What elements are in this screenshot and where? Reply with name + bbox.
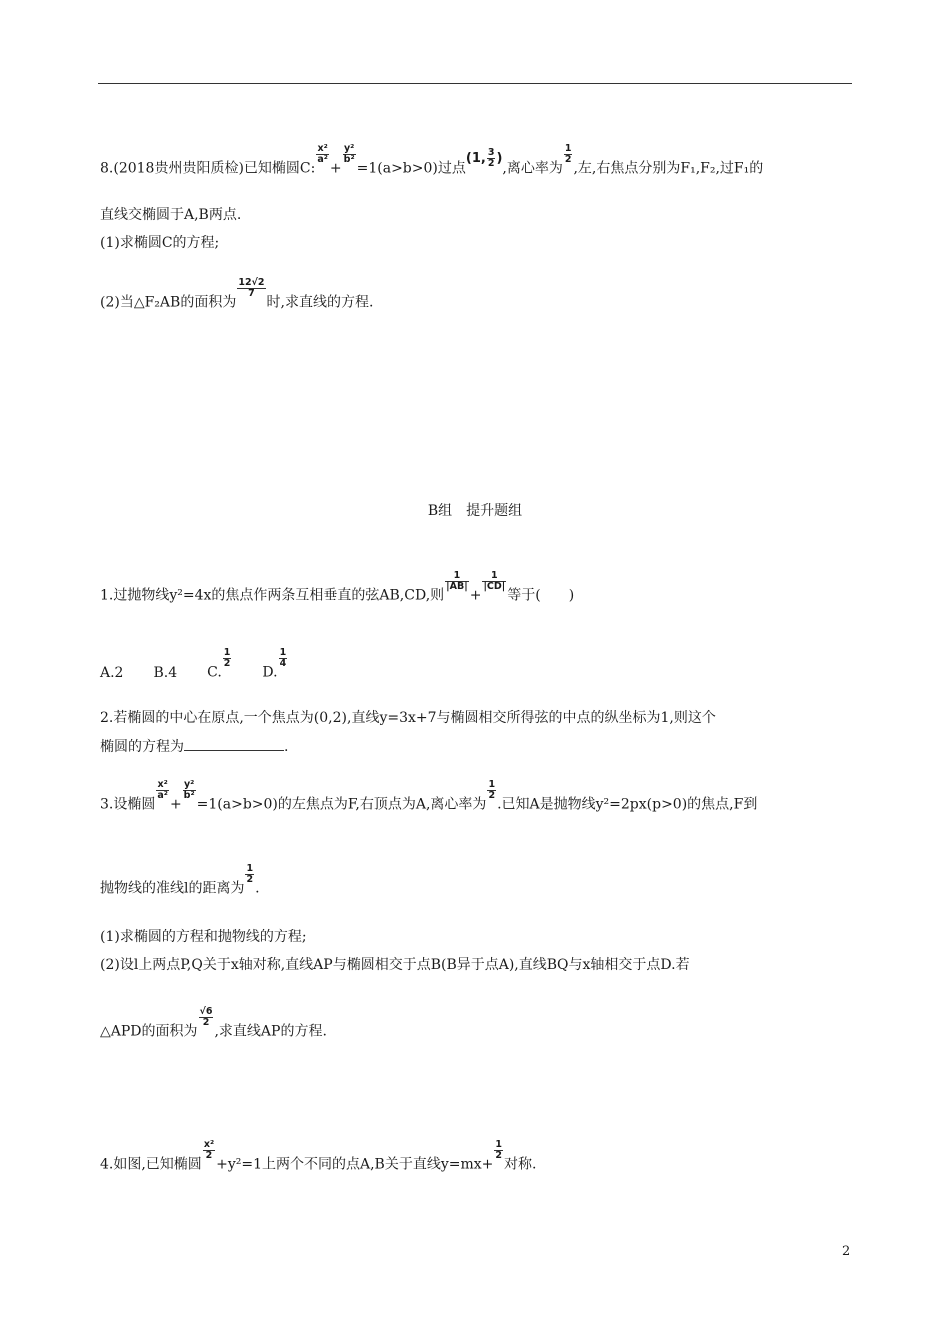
q3-dist: $\frac{1}{2}$ xyxy=(246,863,254,885)
q4-line: 4.如图,已知椭圆 $\frac{\text{x²}}{2}$ +y²=1上两个不同的点A,B关于直线y=mx+ $\frac{1}{2}$ 对称. xyxy=(100,1139,537,1173)
q1-options xyxy=(100,647,318,683)
q3-frac-x: $\frac{\text{x²}}{\text{a²}}$ xyxy=(157,779,168,801)
page-number: 2 xyxy=(842,1244,851,1259)
q3-area: $\frac{√6}{2}$ xyxy=(199,1006,213,1028)
q1-frac-ab: $\frac{1}{|AB|}$ xyxy=(446,570,468,592)
q3-line1: 3.设椭圆 $\frac{\text{x²}}{\text{a²}}$ + $\frac{\text{y²}}{\text{b²}}$ =1(a>b>0)的左焦点为F,右顶点为A,离心率为 $\frac{1}{2}$ .已知A是抛物线y²=2px(p>0)的焦点,F到 xyxy=(100,779,758,813)
q8-frac-x: $\frac{\text{x²}}{\text{a²}}$ xyxy=(317,143,328,165)
q1-option-c: C. $\frac{1}{2}$ xyxy=(207,647,231,681)
q8-frac-y: $\frac{\text{y²}}{\text{b²}}$ xyxy=(343,143,355,165)
section-title: B组 提升题组 xyxy=(427,503,523,519)
q2-answer-blank xyxy=(184,736,284,751)
q2-line2: 椭圆的方程为 . xyxy=(100,736,288,757)
q3-frac-y: $\frac{\text{y²}}{\text{b²}}$ xyxy=(183,779,195,801)
q8-prefix: 8.(2018贵州贵阳质检)已知椭圆C: xyxy=(100,160,316,177)
q8-ecc: $\frac{1}{2}$ xyxy=(564,143,572,165)
q8-point: (1, $\frac{3}{2}$ ) xyxy=(465,147,503,169)
q3-part2b: △APD的面积为 $\frac{√6}{2}$ ,求直线AP的方程. xyxy=(100,1006,327,1040)
q4-frac-x: $\frac{\text{x²}}{2}$ xyxy=(203,1139,215,1161)
q8-cond: =1(a>b>0)过点 xyxy=(356,160,466,177)
q3-line2: 抛物线的准线l的距离为 $\frac{1}{2}$ . xyxy=(100,863,260,897)
header-rule xyxy=(98,83,852,84)
q8-area-frac: $\frac{12√2}{7}$ xyxy=(238,277,265,299)
q1-option-a: A.2 xyxy=(100,664,124,681)
q8-line1: 8.(2018贵州贵阳质检)已知椭圆C: $\frac{\text{x²}}{\text{a²}}$ + $\frac{\text{y²}}{\text{b²}}$ =1(a>b>0)过点(1, $\frac{3}{2}$ ),离心率为 $\frac{1}{2}$ ,左,右焦点分别为F₁,F₂,过F₁的 xyxy=(100,143,764,177)
q3-part1: (1)求椭圆的方程和抛物线的方程; xyxy=(100,929,307,945)
q4-frac-m: $\frac{1}{2}$ xyxy=(495,1139,503,1161)
q1-option-d: D. $\frac{1}{4}$ xyxy=(262,647,287,681)
q3-ecc: $\frac{1}{2}$ xyxy=(488,779,496,801)
q8-part2: (2)当△F₂AB的面积为 $\frac{12√2}{7}$ 时,求直线的方程. xyxy=(100,277,374,311)
q1-option-b: B.4 xyxy=(153,664,178,681)
q8-part1: (1)求椭圆C的方程; xyxy=(100,235,220,251)
q3-part2: (2)设l上两点P,Q关于x轴对称,直线AP与椭圆相交于点B(B异于点A),直线BQ与x轴相交于点D.若 xyxy=(100,957,690,973)
q8-line2: 直线交椭圆于A,B两点. xyxy=(100,207,242,223)
q1-frac-cd: $\frac{1}{|CD|}$ xyxy=(483,570,506,592)
q1-line: 1.过抛物线y²=4x的焦点作两条互相垂直的弦AB,CD,则 $\frac{1}{|AB|}$ + $\frac{1}{|CD|}$ 等于( ) xyxy=(100,570,575,604)
q2-line1: 2.若椭圆的中心在原点,一个焦点为(0,2),直线y=3x+7与椭圆相交所得弦的中点的纵坐标为1,则这个 xyxy=(100,710,716,726)
